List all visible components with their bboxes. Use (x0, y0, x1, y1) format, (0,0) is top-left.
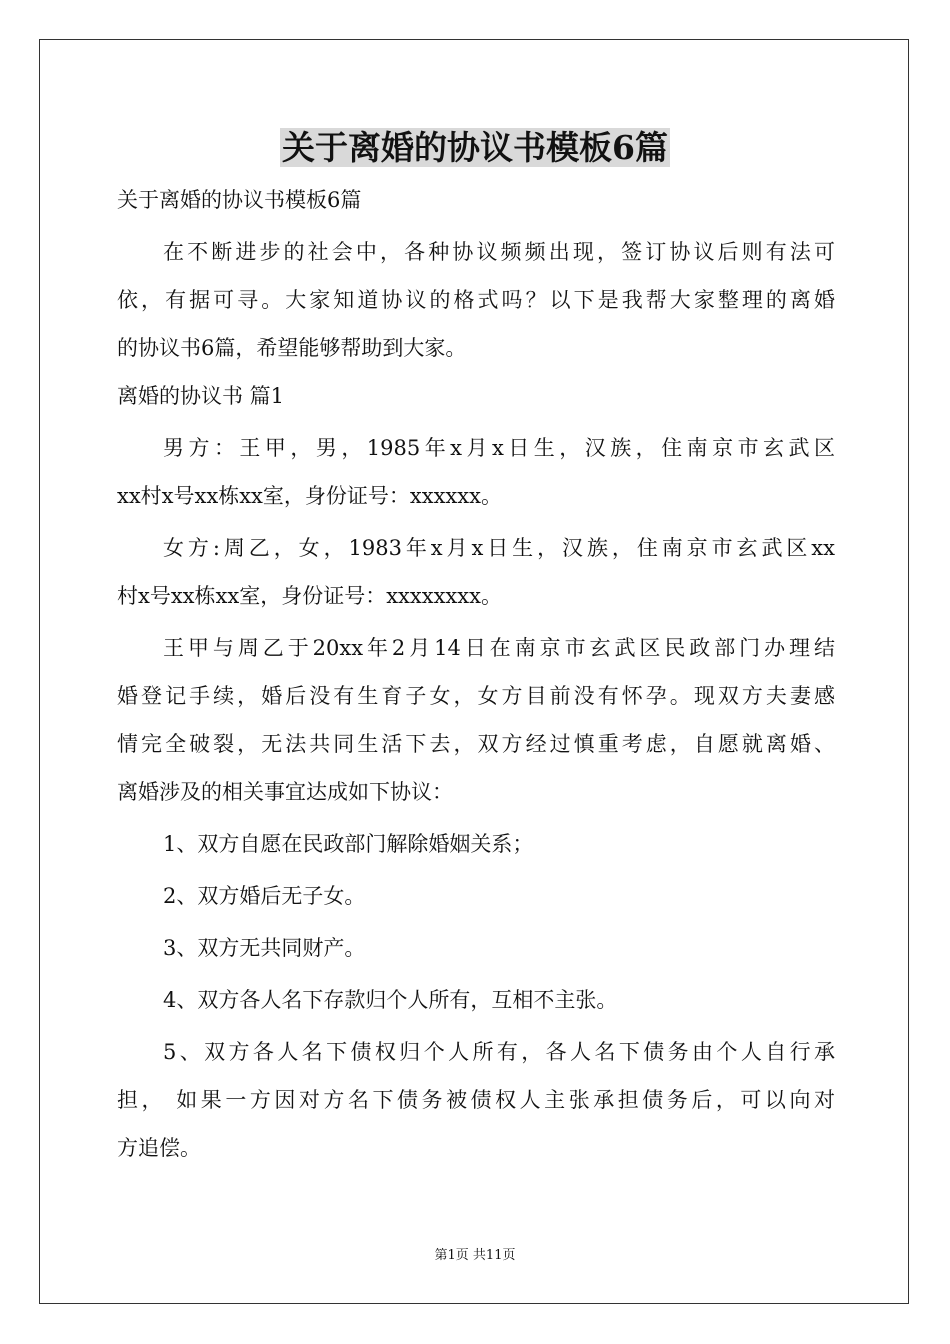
body-line-4: 离婚涉及的相关事宜达成如下协议： (117, 780, 453, 804)
title-text: 关于离婚的协议书模板6篇 (282, 128, 668, 167)
body-line-2: 婚登记手续，婚后没有生育子女，女方目前没有怀孕。现双方夫妻感 (117, 684, 835, 708)
document-body (117, 176, 835, 1172)
section-heading: 离婚的协议书 篇1 (117, 384, 285, 408)
clause-2: 2、双方婚后无子女。 (163, 884, 366, 908)
intro-line-1: 在不断进步的社会中，各种协议频频出现，签订协议后则有法可 (163, 240, 835, 264)
male-party-line-1: 男方：王甲，男，1985年x月x日生，汉族，住南京市玄武区 (163, 436, 835, 460)
intro-line-2: 依，有据可寻。大家知道协议的格式吗？以下是我帮大家整理的离婚 (117, 288, 835, 312)
male-party-line-2: xx村x号xx栋xx室，身份证号：xxxxxx。 (117, 484, 502, 508)
clause-3: 3、双方无共同财产。 (163, 936, 366, 960)
body-line-3: 情完全破裂，无法共同生活下去，双方经过慎重考虑，自愿就离婚、 (117, 732, 835, 756)
female-party-line-2: 村x号xx栋xx室，身份证号：xxxxxxxx。 (117, 584, 502, 608)
clause-4: 4、双方各人名下存款归个人所有，互相不主张。 (163, 988, 618, 1012)
subtitle-line: 关于离婚的协议书模板6篇 (117, 188, 362, 212)
clause-5-line-1: 5、双方各人名下债权归个人所有，各人名下债务由个人自行承 (163, 1040, 835, 1064)
clause-5-line-2: 担， 如果一方因对方名下债务被债权人主张承担债务后，可以向对 (117, 1088, 835, 1112)
clause-5-line-3: 方追偿。 (117, 1136, 201, 1160)
clause-1: 1、双方自愿在民政部门解除婚姻关系； (163, 832, 534, 856)
document-title (0, 126, 950, 170)
body-line-1: 王甲与周乙于20xx年2月14日在南京市玄武区民政部门办理结 (163, 636, 835, 660)
intro-line-3: 的协议书6篇，希望能够帮助到大家。 (117, 336, 467, 360)
female-party-line-1: 女方:周乙，女，1983年x月x日生，汉族，住南京市玄武区xx (163, 536, 835, 560)
page-footer: 第1页 共11页 (434, 1248, 516, 1263)
